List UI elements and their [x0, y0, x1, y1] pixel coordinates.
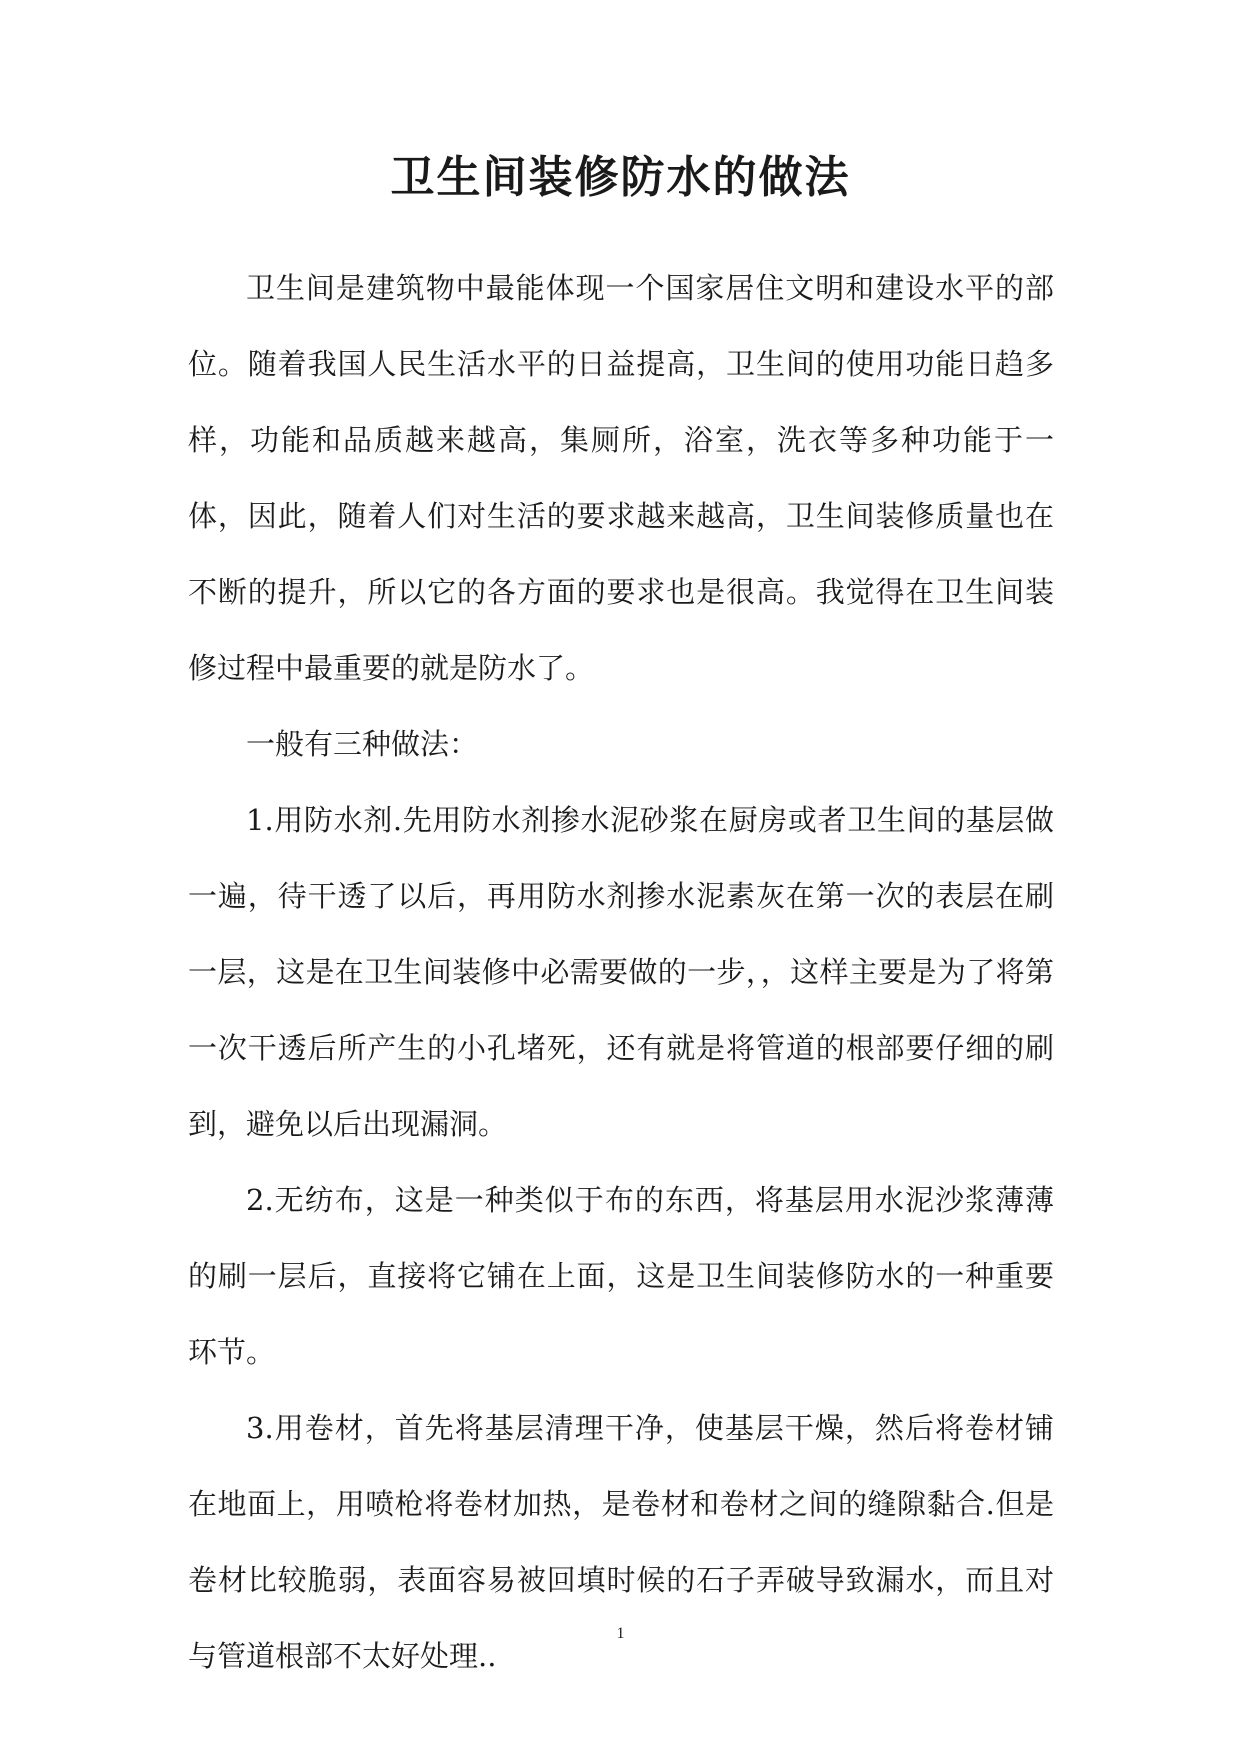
paragraph-intro: 卫生间是建筑物中最能体现一个国家居住文明和建设水平的部位。随着我国人民生活水平的日益提高，卫生间的使用功能日趋多样，功能和品质越来越高，集厕所，浴室，洗衣等多种功能于一体，因此，随着人们对生活的要求越来越高，卫生间装修质量也在不断的提升，所以它的各方面的要求也是很高。我觉得在卫生间装修过程中最重要的就是防水了。: [188, 271, 1054, 685]
paragraph-method-1: 1.用防水剂.先用防水剂掺水泥砂浆在厨房或者卫生间的基层做一遍，待干透了以后，再用防水剂掺水泥素灰在第一次的表层在刷一层，这是在卫生间装修中必需要做的一步，，这样主要是为了将第一次干透后所产生的小孔堵死，还有就是将管道的根部要仔细的刷到，避免以后出现漏洞。: [188, 803, 1054, 1141]
paragraph-methods-intro: 一般有三种做法：: [246, 727, 479, 761]
document-body: [188, 250, 1054, 1694]
page-number: 1: [616, 1625, 625, 1642]
paragraph-method-3: 3.用卷材，首先将基层清理干净，使基层干燥，然后将卷材铺在地面上，用喷枪将卷材加热，是卷材和卷材之间的缝隙黏合.但是卷材比较脆弱，表面容易被回填时候的石子弄破导致漏水，而且对与管道根部不太好处理..: [188, 1411, 1054, 1673]
document-title: 卫生间装修防水的做法: [390, 152, 851, 203]
paragraph-method-2: 2.无纺布，这是一种类似于布的东西，将基层用水泥沙浆薄薄的刷一层后，直接将它铺在上面，这是卫生间装修防水的一种重要环节。: [188, 1183, 1054, 1369]
